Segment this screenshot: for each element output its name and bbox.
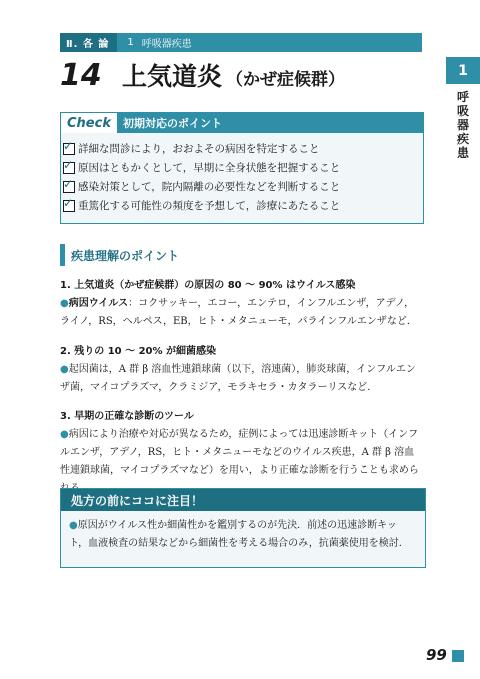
checkbox-icon <box>63 162 75 174</box>
title-main: 上気道炎 <box>122 62 223 91</box>
heading-bar <box>60 244 65 266</box>
section-header <box>60 33 422 52</box>
check-item: ✓ 詳細な問診により，おおよその病因を特定すること <box>61 139 423 158</box>
page-title <box>60 57 422 97</box>
check-item: ✓ 原因はともかくとして，早期に全身状態を把握すること <box>61 158 423 177</box>
check-box <box>60 112 424 224</box>
page-marker <box>452 650 464 662</box>
chapter-tab-label: 呼吸器疾患 <box>456 90 469 160</box>
check-header <box>61 113 423 133</box>
key-points-heading: 疾患理解のポイント <box>60 244 422 266</box>
chapter-tab <box>446 57 480 84</box>
key-point-1 <box>60 276 424 331</box>
check-item: ✓ 感染対策として，院内隔離の必要性などを判断すること <box>61 177 423 196</box>
page-number: 99 <box>426 646 447 664</box>
key-point-body: ●病因により治療や対応が異なるため，症例によっては迅速診断キット（インフルエンザ，アデノ，RS，ヒト・メタニューモなどのウイルス疾患，A 群 β 溶血性連鎖球菌，マイコプラズマなど）を用い，より正確な診断を行うことも求めら <box>60 429 419 476</box>
callout-body: ●原因がウイルス性か細菌性かを鑑別するのが先決．前述の迅速診断キット，血液検査の結果などから細菌性を考える場合のみ，抗菌薬使用を検討． <box>69 520 409 549</box>
key-point-2 <box>60 342 424 397</box>
bullet-icon: ● <box>69 520 78 531</box>
prescription-callout <box>60 488 426 568</box>
chapter-name: 呼吸器疾患 <box>141 39 192 50</box>
checkbox-icon <box>63 181 75 193</box>
checkbox-icon <box>63 200 75 212</box>
check-list <box>61 139 423 215</box>
callout-heading: 処方の前にココに注目！ <box>61 489 425 511</box>
check-label: Check <box>61 113 117 133</box>
title-paren: （かぜ症候群） <box>226 70 346 90</box>
key-point-title: 1. 上気道炎（かぜ症候群）の原因の 80 ～ 90% はウイルス感染 <box>60 280 356 291</box>
bullet-icon: ● <box>60 298 69 309</box>
key-point-3 <box>60 407 424 498</box>
chapter-number: 1 <box>127 37 134 48</box>
key-point-body: ●起因菌は，A 群 β 溶血性連鎖球菌（以下，溶連菌），肺炎球菌，インフルエンザ菌，マイコプラズマ，クラミジア，モラキセラ・カタラーリスなど． <box>60 364 416 393</box>
bullet-icon: ● <box>60 429 69 440</box>
checkbox-icon <box>63 143 75 155</box>
bullet-icon: ● <box>60 364 69 375</box>
key-point-title: 2. 残りの 10 ～ 20% が細菌感染 <box>60 346 217 357</box>
chapter-tab-number: 1 <box>458 62 468 79</box>
key-point-title: 3. 早期の正確な診断のツール <box>60 411 194 422</box>
key-point-body: ●病因ウイルス：コクサッキー，エコー，エンテロ，インフルエンザ，アデノ，ライノ，RS，ヘルペス，EB，ヒト・メタニューモ，パラインフルエンザなど． <box>60 298 417 327</box>
check-item: ✓ 重篤化する可能性の頻度を予想して，診療にあたること <box>61 196 423 215</box>
check-heading: 初期対応のポイント <box>122 117 222 130</box>
section-part: Ⅱ. 各 論 <box>60 33 117 52</box>
title-number: 14 <box>60 58 102 93</box>
